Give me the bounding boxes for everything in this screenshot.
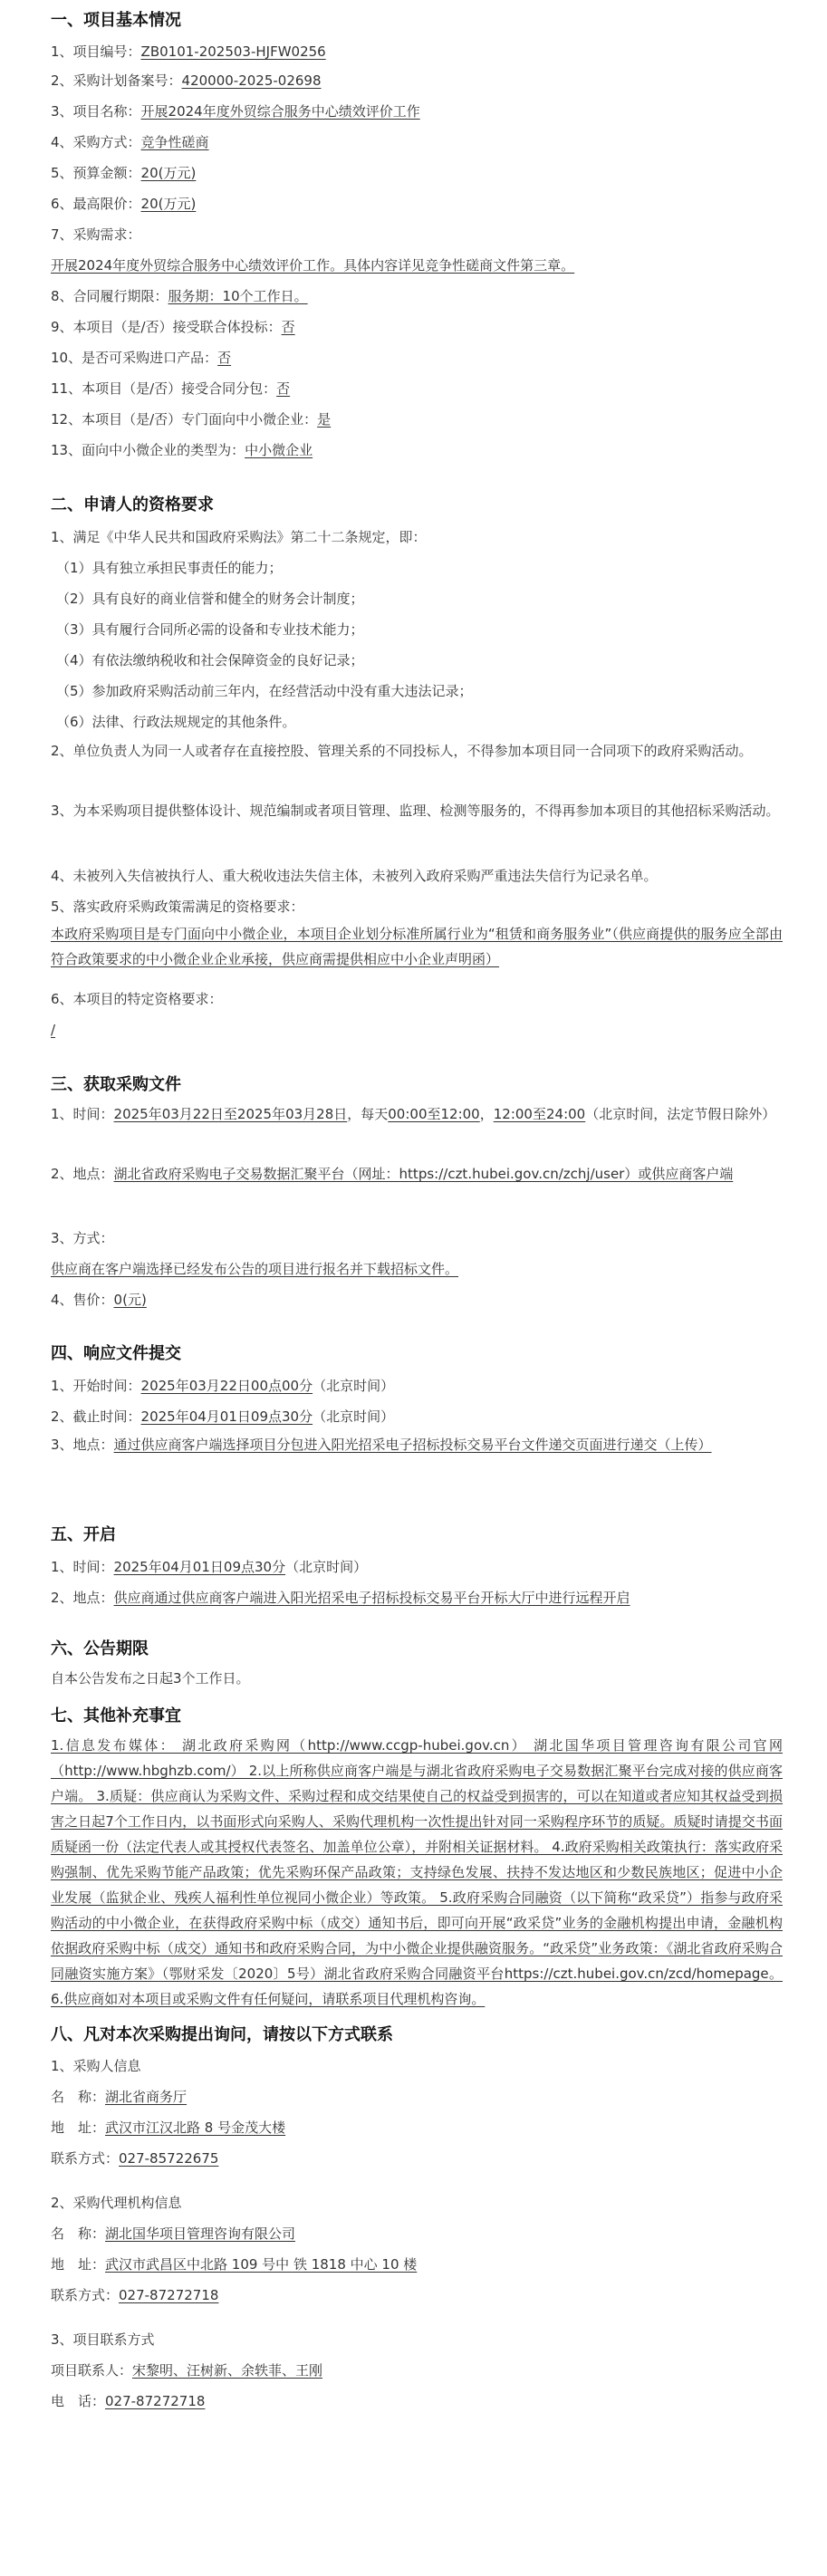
notice-period: 自本公告发布之日起3个工作日。 — [51, 1670, 250, 1687]
section-8-title: 八、凡对本次采购提出询问，请按以下方式联系 — [51, 2025, 393, 2044]
qualification-2: 2、单位负责人为同一人或者存在直接控股、管理关系的不同投标人，不得参加本项目同一合同项下的政府采购活动。 — [51, 743, 753, 759]
consortium: 9、本项目（是/否）接受联合体投标：否 — [51, 319, 295, 335]
section-1-title: 一、项目基本情况 — [51, 11, 181, 30]
section-6-title: 六、公告期限 — [51, 1639, 149, 1658]
qualification-1-3: （3）具有履行合同所必需的设备和专业技术能力； — [56, 621, 364, 638]
qualification-1-4: （4）有依法缴纳税收和社会保障资金的良好记录； — [56, 652, 364, 668]
agency-heading: 2、采购代理机构信息 — [51, 2195, 182, 2211]
project-contacts: 项目联系人：宋黎明、汪树新、余轶菲、王刚 — [51, 2362, 323, 2379]
purchaser-heading: 1、采购人信息 — [51, 2058, 141, 2074]
project-phone: 电 话：027-87272718 — [51, 2393, 206, 2409]
import-products: 10、是否可采购进口产品：否 — [51, 350, 232, 366]
qualification-4: 4、未被列入失信被执行人、重大税收违法失信主体，未被列入政府采购严重违法失信行为记录名单。 — [51, 868, 658, 884]
qualification-3: 3、为本采购项目提供整体设计、规范编制或者项目管理、监理、检测等服务的，不得再参加本项目的其他招标采购活动。 — [51, 803, 780, 819]
subcontract: 11、本项目（是/否）接受合同分包：否 — [51, 380, 291, 397]
agency-name: 名 称：湖北国华项目管理咨询有限公司 — [51, 2225, 296, 2242]
project-number: 1、项目编号：ZB0101-202503-HJFW0256 — [51, 43, 326, 60]
section-4-title: 四、响应文件提交 — [51, 1344, 181, 1363]
qualification-1: 1、满足《中华人民共和国政府采购法》第二十二条规定，即： — [51, 529, 427, 545]
obtain-method-value: 供应商在客户端选择已经发布公告的项目进行报名并下载招标文件。 — [51, 1261, 459, 1277]
purchaser-name: 名 称：湖北省商务厅 — [51, 2089, 188, 2105]
agency-address: 地 址：武汉市武昌区中北路 109 号中 铁 1818 中心 10 楼 — [51, 2256, 418, 2273]
obtain-time: 1、时间：2025年03月22日至2025年03月28日，每天00:00至12:00，12:00至24:00（北京时间，法定节假日除外） — [51, 1106, 776, 1122]
qualification-1-5: （5）参加政府采购活动前三年内，在经营活动中没有重大违法记录； — [56, 683, 473, 699]
procurement-method: 4、采购方式：竞争性磋商 — [51, 134, 209, 150]
qualification-5: 5、落实政府采购政策需满足的资格要求： — [51, 899, 304, 915]
project-name: 3、项目名称：开展2024年度外贸综合服务中心绩效评价工作 — [51, 103, 420, 120]
qualification-1-1: （1）具有独立承担民事责任的能力； — [56, 560, 283, 576]
obtain-location: 2、地点：湖北省政府采购电子交易数据汇聚平台（网址：https://czt.hubei.gov.cn/zchj/user）或供应商客户端 — [51, 1166, 734, 1182]
obtain-method-label: 3、方式： — [51, 1230, 114, 1246]
purchaser-phone: 联系方式：027-85722675 — [51, 2150, 219, 2167]
section-2-title: 二、申请人的资格要求 — [51, 495, 214, 514]
opening-time: 1、时间：2025年04月01日09点30分（北京时间） — [51, 1559, 368, 1575]
qualification-5-value: 本政府采购项目是专门面向中小微企业，本项目企业划分标准所属行业为“租赁和商务服务业”（供应商提供的服务应全部由符合政策要求的中小微企业企业承接，供应商需提供相应中小企业声明函） — [51, 926, 783, 967]
qualification-6-value: / — [51, 1022, 56, 1038]
qualification-6: 6、本项目的特定资格要求： — [51, 991, 223, 1007]
sale-price: 4、售价：0(元) — [51, 1292, 147, 1308]
budget: 5、预算金额：20(万元) — [51, 165, 197, 181]
section-5-title: 五、开启 — [51, 1525, 116, 1544]
sme-type: 13、面向中小微企业的类型为：中小微企业 — [51, 442, 313, 458]
sme-only: 12、本项目（是/否）专门面向中小微企业：是 — [51, 411, 332, 428]
section-3-title: 三、获取采购文件 — [51, 1075, 181, 1094]
opening-location: 2、地点：供应商通过供应商客户端进入阳光招采电子招标投标交易平台开标大厅中进行远程开启 — [51, 1590, 630, 1606]
project-contact-heading: 3、项目联系方式 — [51, 2331, 155, 2348]
max-price: 6、最高限价：20(万元) — [51, 196, 197, 212]
agency-phone: 联系方式：027-87272718 — [51, 2287, 219, 2303]
submit-start: 1、开始时间：2025年03月22日00点00分（北京时间） — [51, 1378, 395, 1394]
qualification-1-2: （2）具有良好的商业信誉和健全的财务会计制度； — [56, 591, 364, 607]
supplementary-text: 1.信息发布媒体： 湖北政府采购网（http://www.ccgp-hubei.gov.cn） 湖北国华项目管理咨询有限公司官网（http://www.hbghzb.com/） 2.以上所称供应商客户端是与湖北省政府采购电子交易数据汇聚平台完成对接的供应商客户端。 3.质疑：供应商认为采购文件、采购过程和成交结果使自己的权益受到损害的，可以在知道或者应知其权益受到损害之日起7个工作日内，以书面形式向采购人、采购代理机构一次性提出针对同一采购程序环节的质疑。质疑时请提交书面质疑函一份（法定代表人或其授权代表签名、加盖单位公章），并附相关证据材料。 4.政府采购相关政策执行：落实政府采购强制、优先采购节能产品政策；优先采购环保产品政策；支持绿色发展、扶持不发达地区和少数民族地区；促进中小企业发展（监狱企业、残疾人福利性单位视同小微企业）等政策。 5.政府采购合同融资（以下简称“政采贷”）指参与政府采购活动的中小微企业，在获得政府采购中标（成交）通知书后，即可向开展“政采贷”业务的金融机构提出申请，金融机构依据政府采购中标（成交）通知书和政府采购合同，为中小微企业提供融资服务。“政采贷”业务政策：《湖北省政府采购合同融资实施方案》（鄂财采发〔2020〕5号）湖北省政府采购合同融资平台https://czt.hubei.gov.cn/zcd/homepage。 6.供应商如对本项目或采购文件有任何疑问，请联系项目代理机构咨询。 — [51, 1737, 783, 2007]
qualification-1-6: （6）法律、行政法规规定的其他条件。 — [56, 714, 296, 730]
submit-deadline: 2、截止时间：2025年04月01日09点30分（北京时间） — [51, 1408, 395, 1425]
requirement-value: 开展2024年度外贸综合服务中心绩效评价工作。具体内容详见竞争性磋商文件第三章。 — [51, 257, 575, 274]
purchaser-address: 地 址：武汉市江汉北路 8 号金茂大楼 — [51, 2119, 286, 2136]
plan-number: 2、采购计划备案号：420000-2025-02698 — [51, 72, 322, 89]
section-7-title: 七、其他补充事宜 — [51, 1706, 181, 1725]
submit-location: 3、地点：通过供应商客户端选择项目分包进入阳光招采电子招标投标交易平台文件递交页面进行递交（上传） — [51, 1437, 712, 1453]
requirement-label: 7、采购需求： — [51, 226, 141, 243]
contract-period: 8、合同履行期限：服务期：10个工作日。 — [51, 288, 308, 304]
